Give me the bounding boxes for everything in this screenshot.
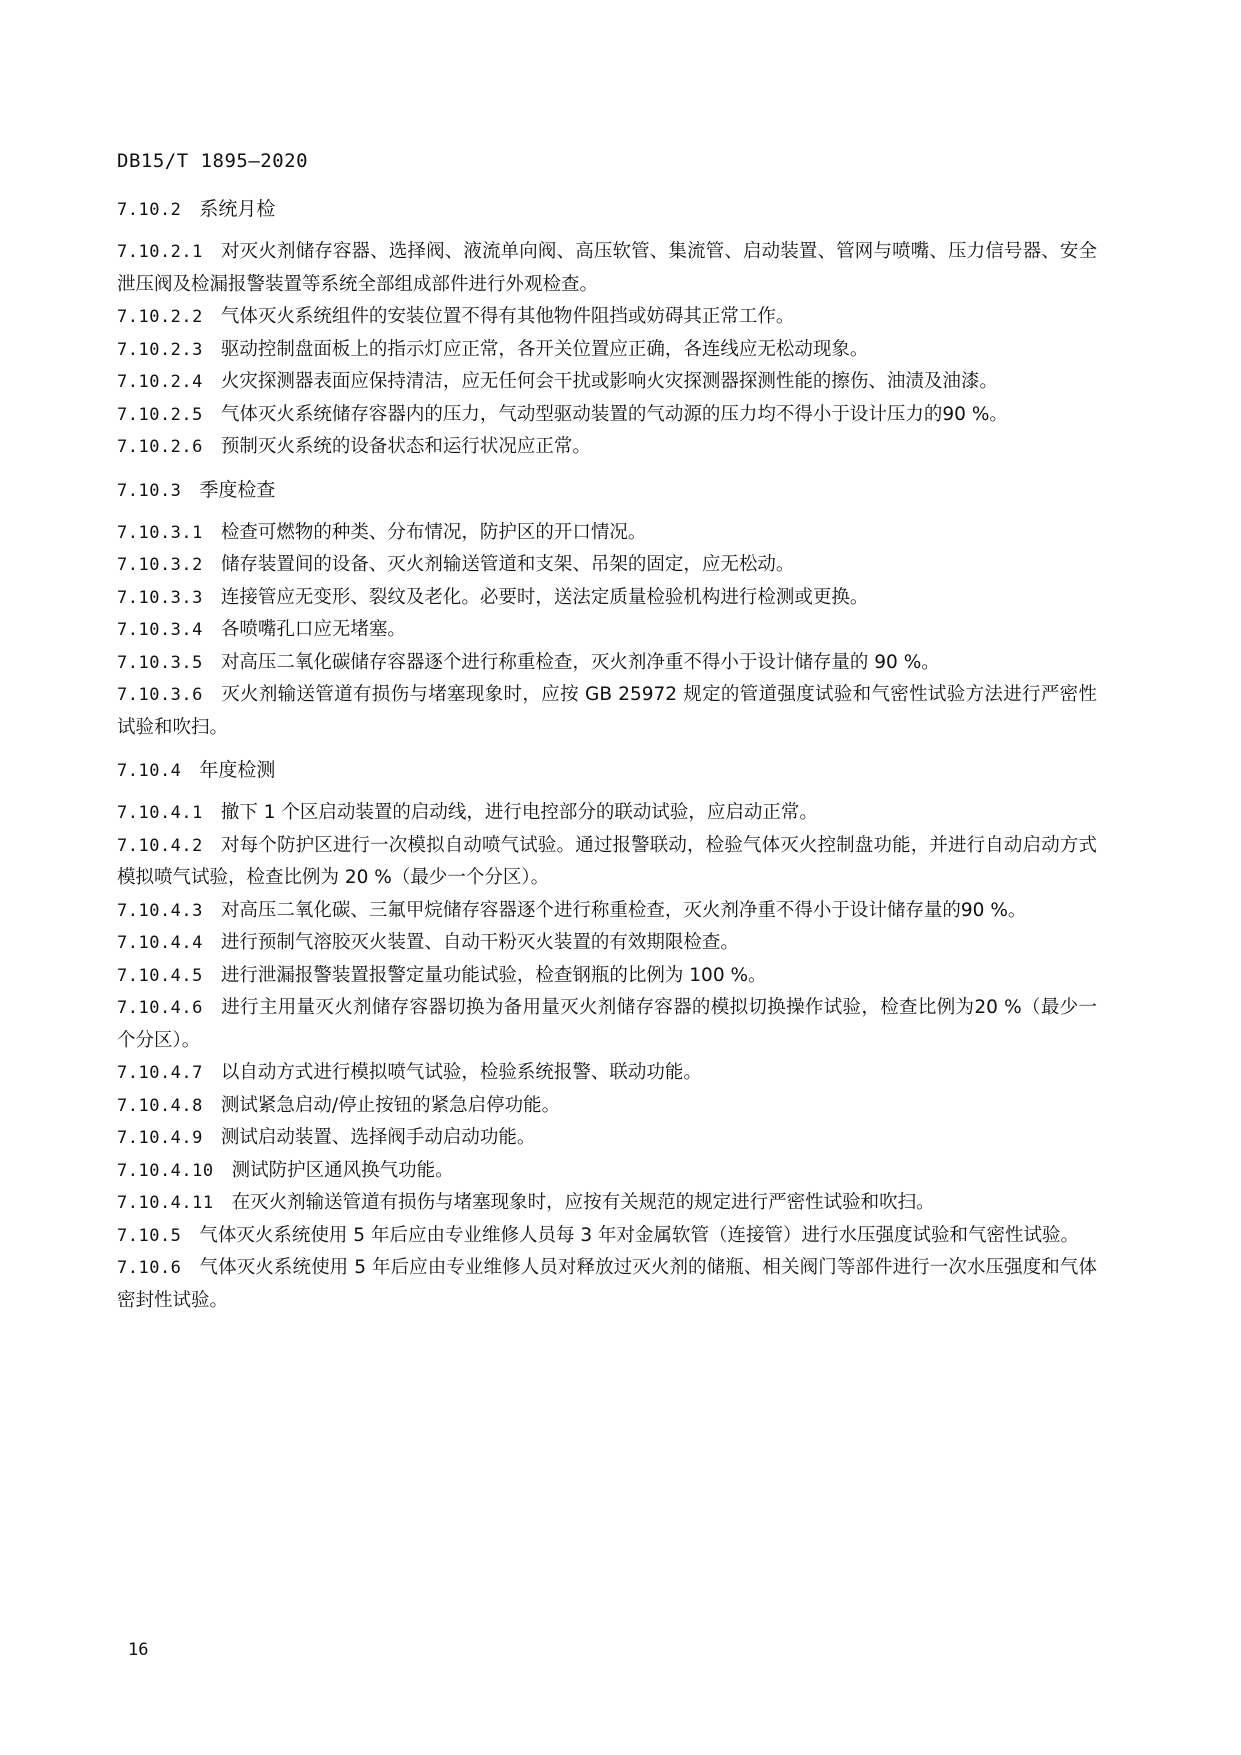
clause-text: 气体灭火系统组件的安装位置不得有其他物件阻挡或妨碍其正常工作。 — [220, 306, 795, 327]
clause — [117, 895, 1097, 928]
clause — [117, 236, 1097, 301]
clause — [117, 960, 1097, 993]
clause-number: 7.10.4.6 — [117, 998, 203, 1018]
clause — [117, 797, 1097, 830]
clause — [117, 301, 1097, 334]
clause-text: 对每个防护区进行一次模拟自动喷气试验。通过报警联动，检验气体灭火控制盘功能，并进行自动启动方式模拟喷气试验，检查比例为 20 %（最少一个分区）。 — [117, 834, 1097, 888]
section-heading — [117, 474, 1097, 507]
clause-text: 驱动控制盘面板上的指示灯应正常，各开关位置应正确，各连线应无松动现象。 — [220, 338, 869, 360]
clause — [117, 366, 1097, 399]
clause — [117, 992, 1097, 1057]
clause — [117, 334, 1097, 367]
clause-number: 7.10.3.6 — [117, 685, 203, 705]
clause — [117, 1090, 1097, 1123]
clause — [117, 614, 1097, 647]
clause-text: 测试紧急启动/停止按钮的紧急启停功能。 — [220, 1094, 561, 1116]
clause-number: 7.10.4.7 — [117, 1063, 203, 1083]
clause-text: 测试防护区通风换气功能。 — [231, 1159, 454, 1181]
clause-text: 测试启动装置、选择阀手动启动功能。 — [220, 1127, 536, 1148]
clause-number: 7.10.4.11 — [117, 1193, 214, 1213]
clause-number: 7.10.4.8 — [117, 1095, 203, 1116]
clause-number: 7.10.4.9 — [117, 1128, 203, 1148]
clause-text: 进行泄漏报警装置报警定量功能试验，检查钢瓶的比例为 100 %。 — [220, 964, 767, 986]
clause-text: 对灭火剂储存容器、选择阀、液流单向阀、高压软管、集流管、启动装置、管网与喷嘴、压力信号器、安全泄压阀及检漏报警装置等系统全部组成部件进行外观检查。 — [117, 241, 1097, 295]
clause-text: 预制灭火系统的设备状态和运行状况应正常。 — [220, 436, 591, 457]
clause-number: 7.10.6 — [117, 1258, 182, 1278]
clause-number: 7.10.4.5 — [117, 965, 203, 986]
clause-text: 检查可燃物的种类、分布情况，防护区的开口情况。 — [220, 521, 647, 543]
clause — [117, 1252, 1097, 1317]
clause-text: 气体灭火系统使用 5 年后应由专业维修人员每 3 年对金属软管（连接管）进行水压强度试验和气密性试验。 — [199, 1224, 1079, 1246]
clause — [117, 431, 1097, 464]
clause-text: 进行主用量灭火剂储存容器切换为备用量灭火剂储存容器的模拟切换操作试验，检查比例为20 %（最少一个分区）。 — [117, 997, 1097, 1051]
clause — [117, 1122, 1097, 1155]
document-body — [117, 193, 1097, 1317]
clause-text: 对高压二氧化碳、三氟甲烷储存容器逐个进行称重检查，灭火剂净重不得小于设计储存量的90 %。 — [220, 899, 1027, 921]
clause-text: 气体灭火系统使用 5 年后应由专业维修人员对释放过灭火剂的储瓶、相关阀门等部件进行一次水压强度和气体密封性试验。 — [117, 1257, 1097, 1311]
clause — [117, 399, 1097, 432]
section-title: 年度检测 — [199, 759, 276, 781]
clause-text: 撤下 1 个区启动装置的启动线，进行电控部分的联动试验，应启动正常。 — [220, 802, 818, 823]
clause-number: 7.10.2.3 — [117, 339, 203, 360]
clause-number: 7.10.3.4 — [117, 620, 203, 640]
section-number: 7.10.3 — [117, 480, 182, 501]
clause — [117, 549, 1097, 582]
clause-number: 7.10.4.1 — [117, 803, 203, 823]
section-title: 系统月检 — [199, 198, 276, 220]
clause-number: 7.10.3.5 — [117, 652, 203, 673]
clause-text: 气体灭火系统储存容器内的压力，气动型驱动装置的气动源的压力均不得小于设计压力的90 %。 — [220, 403, 1008, 425]
clause-text: 储存装置间的设备、灭火剂输送管道和支架、吊架的固定，应无松动。 — [220, 554, 795, 575]
clause — [117, 582, 1097, 615]
clause — [117, 927, 1097, 960]
section-heading — [117, 193, 1097, 226]
clause-text: 进行预制气溶胶灭火装置、自动干粉灭火装置的有效期限检查。 — [220, 932, 739, 953]
document-id: DB15/T 1895—2020 — [117, 150, 309, 172]
clause — [117, 830, 1097, 895]
page-number: 16 — [128, 1640, 149, 1660]
clause — [117, 517, 1097, 550]
clause — [117, 1057, 1097, 1090]
clause-number: 7.10.2.6 — [117, 437, 203, 457]
clause-text: 灭火剂输送管道有损伤与堵塞现象时，应按 GB 25972 规定的管道强度试验和气密性试验方法进行严密性试验和吹扫。 — [117, 684, 1097, 738]
section-number: 7.10.4 — [117, 761, 182, 781]
clause-text: 对高压二氧化碳储存容器逐个进行称重检查，灭火剂净重不得小于设计储存量的 90 %。 — [220, 651, 940, 673]
clause-number: 7.10.4.3 — [117, 900, 203, 921]
clause-number: 7.10.3.1 — [117, 522, 203, 543]
clause — [117, 647, 1097, 680]
clause-number: 7.10.5 — [117, 1225, 182, 1246]
clause-number: 7.10.2.2 — [117, 307, 203, 327]
clause-number: 7.10.3.3 — [117, 587, 203, 608]
section-heading — [117, 754, 1097, 787]
clause — [117, 1187, 1097, 1220]
clause-number: 7.10.2.5 — [117, 404, 203, 425]
clause-text: 以自动方式进行模拟喷气试验，检验系统报警、联动功能。 — [220, 1062, 702, 1083]
clause-text: 各喷嘴孔口应无堵塞。 — [220, 619, 406, 640]
clause-text: 在灭火剂输送管道有损伤与堵塞现象时，应按有关规范的规定进行严密性试验和吹扫。 — [231, 1192, 935, 1213]
clause-number: 7.10.3.2 — [117, 555, 203, 575]
clause-number: 7.10.4.2 — [117, 835, 203, 856]
section-number: 7.10.2 — [117, 200, 182, 220]
clause-number: 7.10.2.4 — [117, 372, 203, 392]
clause-number: 7.10.2.1 — [117, 242, 203, 262]
clause — [117, 1220, 1097, 1253]
clause-number: 7.10.4.10 — [117, 1160, 214, 1181]
clause-text: 火灾探测器表面应保持清洁，应无任何会干扰或影响火灾探测器探测性能的擦伤、油渍及油漆。 — [220, 371, 998, 392]
clause-text: 连接管应无变形、裂纹及老化。必要时，送法定质量检验机构进行检测或更换。 — [220, 586, 869, 608]
clause-number: 7.10.4.4 — [117, 933, 203, 953]
clause — [117, 679, 1097, 744]
clause — [117, 1155, 1097, 1188]
section-title: 季度检查 — [199, 478, 276, 501]
